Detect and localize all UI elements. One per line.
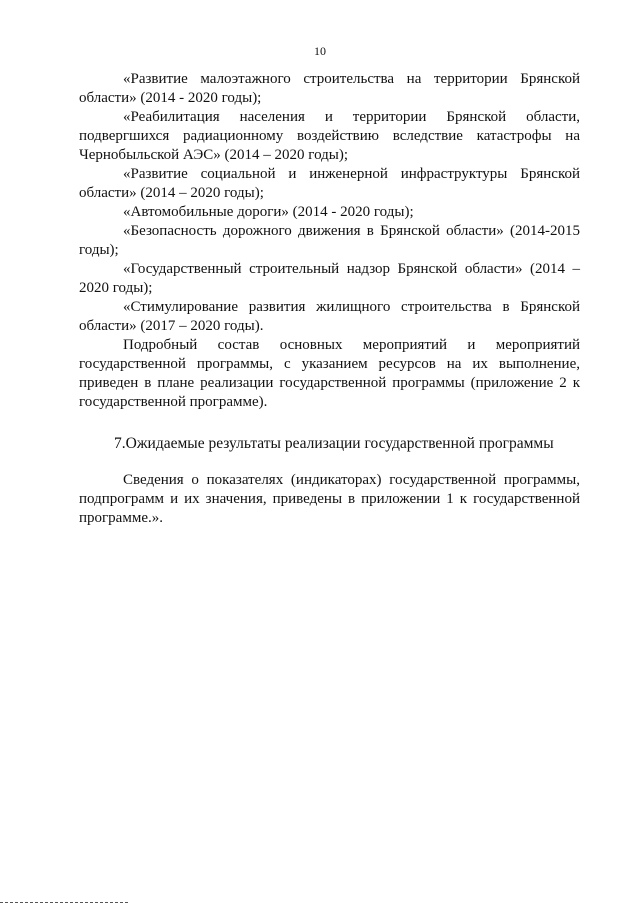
list-item: «Развитие малоэтажного строительства на территории Брянской области» (2014 - 2020 годы); xyxy=(79,71,580,106)
list-item: «Реабилитация населения и территории Брянской области, подвергшихся радиационному воздействию вследствие катастрофы на Чернобыльской АЭС» (2014 – 2020 годы); xyxy=(79,109,580,163)
page-number: 10 xyxy=(314,44,326,58)
list-item: «Автомобильные дороги» (2014 - 2020 годы); xyxy=(123,204,414,220)
document-body xyxy=(79,70,580,528)
closing-paragraph: Сведения о показателях (индикаторах) государственной программы, подпрограмм и их значения, приведены в приложении 1 к государственной программе.». xyxy=(79,472,580,526)
list-item: «Государственный строительный надзор Брянской области» (2014 – 2020 годы); xyxy=(79,261,580,296)
detail-paragraph: Подробный состав основных мероприятий и мероприятий государственной программы, с указанием ресурсов на их выполнение, приведен в плане реализации государственной программы (приложение 2 к государственной программе). xyxy=(79,337,580,410)
footer-divider xyxy=(0,902,128,903)
list-item: «Стимулирование развития жилищного строительства в Брянской области» (2017 – 2020 годы). xyxy=(79,299,580,334)
list-item: «Безопасность дорожного движения в Брянской области» (2014-2015 годы); xyxy=(79,223,580,258)
list-item: «Развитие социальной и инженерной инфраструктуры Брянской области» (2014 – 2020 годы); xyxy=(79,166,580,201)
section-heading: 7.Ожидаемые результаты реализации государственной программы xyxy=(114,435,554,452)
